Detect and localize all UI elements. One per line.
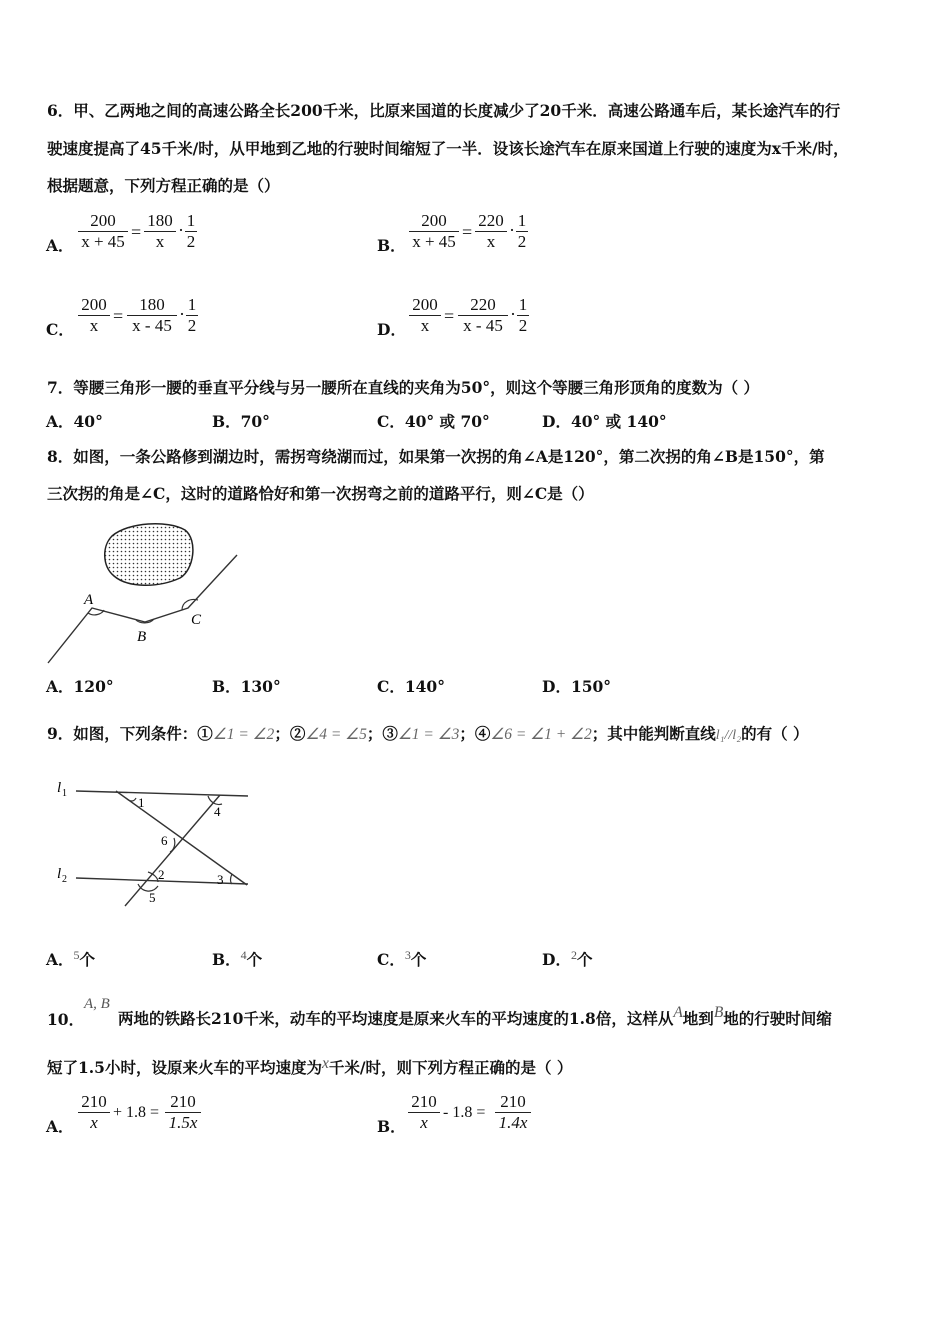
- label-angle-2: 2: [158, 867, 165, 882]
- q9-part3: 的有（ ）: [741, 724, 809, 743]
- q10-a-mid: + 1.8 =: [113, 1104, 160, 1121]
- transversal-1: [116, 791, 247, 885]
- q7-option-b[interactable]: B．70°: [212, 412, 270, 431]
- q6-d-eq: =: [444, 306, 455, 326]
- q9-lines-figure: [50, 776, 260, 911]
- q9-sep1: ；②: [274, 724, 306, 743]
- q10-line1: 两地的铁路长210千米，动车的平均速度是原来火车的平均速度的1.8倍，这样从A地到B地的行驶时间缩: [118, 1004, 832, 1028]
- q10-b-frac1: $\frac{210}{x}$: [408, 1092, 440, 1133]
- q6-d-frac1: $\frac{200}{x}$: [409, 295, 441, 336]
- q9-sep2: ；③: [366, 724, 398, 743]
- q9-a-num: 5: [73, 948, 80, 962]
- q8-line2: 三次拐的角是∠C，这时的道路恰好和第一次拐弯之前的道路平行，则∠C是（）: [47, 484, 594, 503]
- q6-a-dot: ·: [178, 220, 184, 240]
- label-angle-6: 6: [161, 833, 168, 848]
- q9-option-b[interactable]: B．$^4$个: [212, 948, 263, 970]
- q6-option-d-label[interactable]: D．: [377, 320, 406, 339]
- q10-point-a: A: [673, 1004, 683, 1021]
- q8-option-b[interactable]: B．130°: [212, 677, 281, 696]
- label-angle-1: 1: [138, 795, 145, 810]
- q10-point-b: B: [713, 1004, 724, 1021]
- q8-option-d[interactable]: D．150°: [542, 677, 612, 696]
- q9-parallel: l₁//l₂: [715, 728, 742, 743]
- q6-a-eq: =: [131, 222, 142, 242]
- q9-option-c[interactable]: C．$^3$个: [377, 948, 427, 970]
- q6-a-frac1: $\frac{200}{x + 45}$: [78, 211, 128, 252]
- q7-option-d[interactable]: D．40° 或 140°: [542, 412, 667, 431]
- q6-d-frac2: $\frac{220}{x - 45}$: [458, 295, 508, 336]
- q9-condition-1: ∠1 = ∠2: [212, 726, 275, 743]
- q6-d-dot: ·: [510, 304, 516, 324]
- q9-option-a[interactable]: A．$^5$个: [46, 948, 96, 970]
- q6-a-frac3: $\frac{1}{2}$: [186, 211, 196, 251]
- q6-a-frac2: $\frac{180}{x}$: [144, 211, 176, 252]
- q10-ab: A, B: [84, 996, 110, 1012]
- q9-condition-3: ∠1 = ∠3: [397, 726, 460, 743]
- q10-option-a-label[interactable]: A．: [46, 1117, 74, 1136]
- q9-b-num: 4: [240, 948, 247, 962]
- q10-option-b-label[interactable]: B．: [377, 1117, 406, 1136]
- q7-text: 7．等腰三角形一腰的垂直平分线与另一腰所在直线的夹角为50°，则这个等腰三角形顶角的度数为（ ）: [47, 378, 760, 397]
- q10-b-frac2: $\frac{210}{1.4x}$: [495, 1092, 531, 1133]
- q6-c-frac3: $\frac{1}{2}$: [187, 295, 197, 335]
- q6-line2: 驶速度提高了45千米/时，从甲地到乙地的行驶时间缩短了一半．设该长途汽车在原来国道上行驶的速度为x千米/时，: [47, 139, 849, 158]
- q8-option-c[interactable]: C．140°: [377, 677, 445, 696]
- q6-c-frac2: $\frac{180}{x - 45}$: [127, 295, 177, 336]
- angle-c-arc: [182, 599, 198, 610]
- label-l1-sub: 1: [62, 788, 67, 799]
- q9-option-d[interactable]: D．$^2$个: [542, 948, 593, 970]
- label-l2-sub: 2: [62, 874, 67, 885]
- q9-sep3: ；④: [459, 724, 491, 743]
- angle-3-arc: [231, 874, 233, 884]
- q6-b-frac1: $\frac{200}{x + 45}$: [409, 211, 459, 252]
- q6-c-eq: =: [113, 306, 124, 326]
- q6-b-eq: =: [462, 222, 473, 242]
- q6-b-frac2: $\frac{220}{x}$: [475, 211, 507, 252]
- q9-condition-2: ∠4 = ∠5: [305, 726, 367, 743]
- q6-option-a-label[interactable]: A．: [46, 236, 74, 255]
- q6-d-frac3: $\frac{1}{2}$: [518, 295, 528, 335]
- q10-b-mid: - 1.8 =: [443, 1104, 486, 1121]
- q7-option-c[interactable]: C．40° 或 70°: [377, 412, 490, 431]
- q10-number: 10．: [47, 1010, 85, 1029]
- q6-c-frac1: $\frac{200}{x}$: [78, 295, 110, 336]
- q8-line1: 8．如图，一条公路修到湖边时，需拐弯绕湖而过，如果第一次拐的角∠A是120°，第二次拐的角∠B是150°，第: [47, 447, 825, 466]
- angle-6-arc: [170, 838, 175, 852]
- q10-x: x: [321, 1055, 329, 1072]
- q9-text: [47, 724, 808, 746]
- line-l1: [76, 791, 248, 796]
- q6-option-b-label[interactable]: B．: [377, 236, 406, 255]
- q6-option-c-label[interactable]: C．: [46, 320, 74, 339]
- q6-b-dot: ·: [509, 220, 515, 240]
- label-a: A: [84, 592, 94, 608]
- q6-line3: 根据题意，下列方程正确的是（）: [47, 176, 280, 195]
- label-angle-3: 3: [217, 872, 224, 887]
- q7-option-a[interactable]: A．40°: [46, 412, 103, 431]
- label-l1: l: [57, 780, 62, 796]
- q10-line2: 短了1.5小时，设原来火车的平均速度为x千米/时，则下列方程正确的是（ ）: [47, 1055, 573, 1077]
- lake-shape: [105, 524, 193, 586]
- q6-b-frac3: $\frac{1}{2}$: [517, 211, 527, 251]
- q9-c-num: 3: [404, 948, 411, 962]
- label-b: B: [137, 629, 147, 645]
- label-angle-5: 5: [149, 890, 156, 905]
- q10-a-frac2: $\frac{210}{1.5x}$: [165, 1092, 201, 1133]
- q8-road-figure: [40, 518, 250, 670]
- q9-d-num: 2: [570, 948, 577, 962]
- q6-line1: 6．甲、乙两地之间的高速公路全长200千米，比原来国道的长度减少了20千米．高速公路通车后，某长途汽车的行: [47, 101, 841, 120]
- q6-c-dot: ·: [179, 304, 185, 324]
- q9-condition-4: ∠6 = ∠1 + ∠2: [490, 726, 592, 743]
- q8-option-a[interactable]: A．120°: [46, 677, 114, 696]
- label-c: C: [191, 612, 202, 628]
- q9-part1: 9．如图，下列条件：①: [47, 724, 213, 743]
- label-l2: l: [57, 866, 62, 882]
- q9-part2: ；其中能判断直线: [591, 724, 716, 743]
- q10-a-frac1: $\frac{210}{x}$: [78, 1092, 110, 1133]
- label-angle-4: 4: [214, 804, 221, 819]
